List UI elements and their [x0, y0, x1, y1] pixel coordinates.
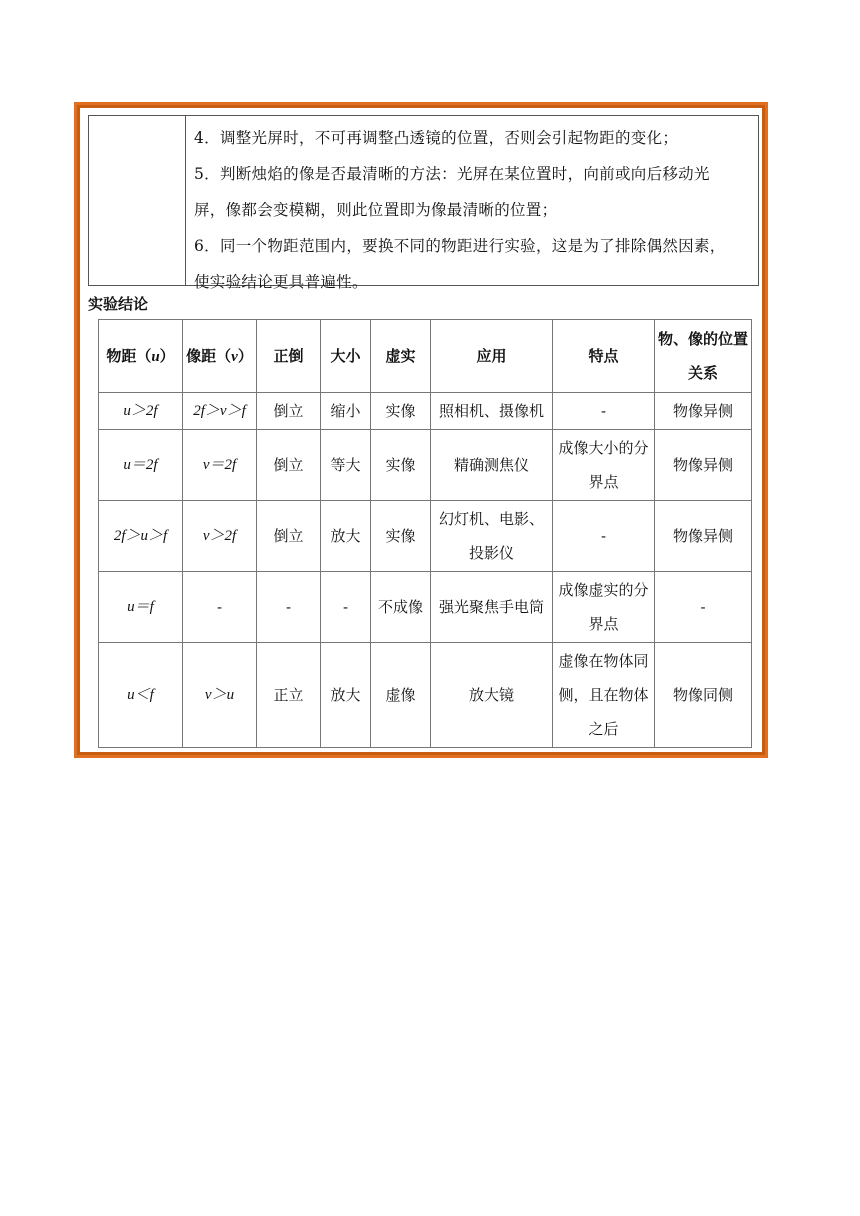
notes-label-cell: [89, 116, 186, 285]
note-line: 5．判断烛焰的像是否最清晰的方法：光屏在某位置时，向前或向后移动光: [194, 165, 710, 183]
cell-feature: -: [553, 393, 655, 430]
notes-content-cell: [186, 116, 758, 291]
cell-real-virtual: 实像: [371, 501, 431, 572]
table-row: [99, 393, 752, 430]
cell-v: 2f＞v＞f: [183, 393, 257, 430]
table-row: [99, 430, 752, 501]
note-line: 使实验结论更具普遍性。: [194, 273, 368, 291]
cell-application: 照相机、摄像机: [431, 393, 553, 430]
cell-v: v＞u: [183, 643, 257, 748]
cell-application: 放大镜: [431, 643, 553, 748]
content-frame: [74, 102, 768, 758]
cell-position: 物像异侧: [655, 501, 752, 572]
cell-u: u＝f: [99, 572, 183, 643]
header-real-virtual: 虚实: [371, 320, 431, 393]
cell-application: 精确测焦仪: [431, 430, 553, 501]
cell-position: 物像异侧: [655, 430, 752, 501]
cell-real-virtual: 虚像: [371, 643, 431, 748]
table-row: [99, 643, 752, 748]
cell-size: 放大: [321, 643, 371, 748]
cell-application: 强光聚焦手电筒: [431, 572, 553, 643]
cell-u: 2f＞u＞f: [99, 501, 183, 572]
cell-real-virtual: 不成像: [371, 572, 431, 643]
header-application: 应用: [431, 320, 553, 393]
section-heading: 实验结论: [88, 295, 149, 313]
cell-feature: 虚像在物体同侧，且在物体之后: [553, 643, 655, 748]
cell-orientation: 倒立: [257, 430, 321, 501]
note-line: 屏，像都会变模糊，则此位置即为像最清晰的位置；: [194, 201, 558, 219]
cell-orientation: 倒立: [257, 501, 321, 572]
cell-orientation: 正立: [257, 643, 321, 748]
cell-size: 等大: [321, 430, 371, 501]
cell-position: 物像同侧: [655, 643, 752, 748]
table-header-row: [99, 320, 752, 393]
cell-position: -: [655, 572, 752, 643]
note-line: 4．调整光屏时，不可再调整凸透镜的位置，否则会引起物距的变化；: [194, 129, 679, 147]
header-size: 大小: [321, 320, 371, 393]
note-line: 6．同一个物距范围内，要换不同的物距进行实验，这是为了排除偶然因素，: [194, 237, 726, 255]
cell-feature: 成像大小的分界点: [553, 430, 655, 501]
cell-feature: -: [553, 501, 655, 572]
cell-v: v＞2f: [183, 501, 257, 572]
cell-u: u＜f: [99, 643, 183, 748]
cell-u: u＞2f: [99, 393, 183, 430]
cell-orientation: -: [257, 572, 321, 643]
notes-table: [88, 115, 759, 291]
cell-v: -: [183, 572, 257, 643]
cell-size: 放大: [321, 501, 371, 572]
results-table: [98, 319, 752, 748]
cell-v: v＝2f: [183, 430, 257, 501]
header-feature: 特点: [553, 320, 655, 393]
header-image-distance: 像距（v）: [183, 320, 257, 393]
cell-application: 幻灯机、电影、投影仪: [431, 501, 553, 572]
header-object-distance: 物距（u）: [99, 320, 183, 393]
cell-u: u＝2f: [99, 430, 183, 501]
cell-feature: 成像虚实的分界点: [553, 572, 655, 643]
header-position: 物、像的位置关系: [655, 320, 752, 393]
header-orientation: 正倒: [257, 320, 321, 393]
cell-size: -: [321, 572, 371, 643]
table-row: [99, 501, 752, 572]
cell-size: 缩小: [321, 393, 371, 430]
cell-real-virtual: 实像: [371, 393, 431, 430]
cell-orientation: 倒立: [257, 393, 321, 430]
table-row: [99, 572, 752, 643]
cell-position: 物像异侧: [655, 393, 752, 430]
cell-real-virtual: 实像: [371, 430, 431, 501]
